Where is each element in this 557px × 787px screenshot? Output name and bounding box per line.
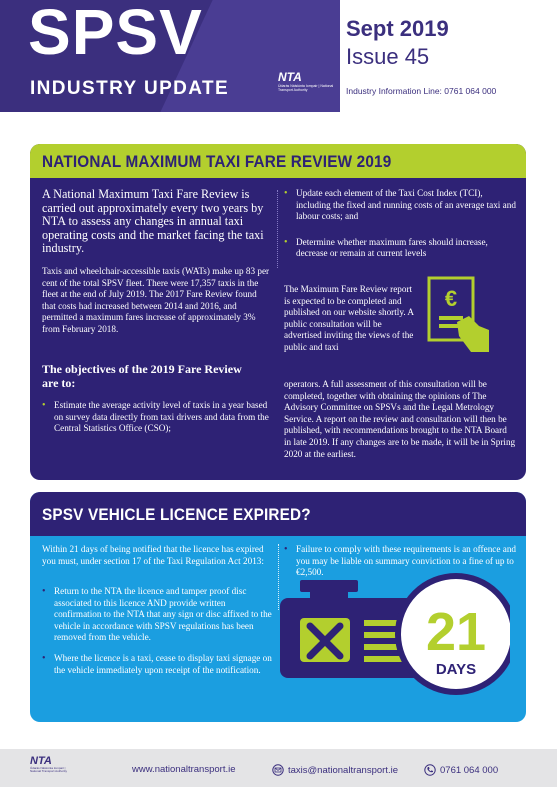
fare-review-title: NATIONAL MAXIMUM TAXI FARE REVIEW 2019 bbox=[42, 152, 392, 171]
licence-step: • Return to the NTA the licence and tamper proof disc associated to this licence AND provide written confirmation to the NTA that any sign or disc affixed to the vehicle in accordance with SPSV regulations has been removed from the vehicle. bbox=[42, 586, 274, 644]
footer-website-link[interactable] bbox=[132, 764, 236, 775]
newsletter-logo-subtitle: INDUSTRY UPDATE bbox=[30, 78, 230, 99]
fare-review-banner bbox=[30, 144, 526, 178]
footer-phone[interactable] bbox=[424, 764, 498, 776]
licence-step: • Where the licence is a taxi, cease to display taxi signage on the vehicle immediately upon receipt of the notification. bbox=[42, 653, 274, 676]
footer-email-link[interactable] bbox=[272, 764, 398, 776]
issue-date: Sept 2019 bbox=[346, 16, 449, 41]
days-label: DAYS bbox=[435, 661, 477, 678]
phone-text[interactable]: 0761 064 000 bbox=[440, 764, 499, 776]
licence-expired-banner bbox=[30, 492, 526, 536]
euro-document-icon bbox=[423, 276, 497, 354]
licence-steps bbox=[42, 586, 274, 685]
email-text[interactable]: taxis@nationaltransport.ie bbox=[288, 764, 398, 776]
objective-item: • Estimate the average activity level of taxis in a year based on survey data directly from taxi drivers and data from the Central Statistics Office (CSO); bbox=[42, 400, 270, 435]
licence-intro: Within 21 days of being notified that the licence has expired you must, under section 17 of the Taxi Regulation Act 2013: bbox=[42, 544, 264, 566]
objectives-heading: The objectives of the 2019 Fare Review are to: bbox=[42, 362, 242, 390]
objectives-list-b bbox=[284, 188, 516, 269]
email-icon bbox=[272, 764, 284, 776]
newsletter-logo-title: SPSV bbox=[28, 0, 203, 68]
licence-expired-title: SPSV VEHICLE LICENCE EXPIRED? bbox=[42, 505, 311, 524]
fare-review-paragraph: Taxis and wheelchair-accessible taxis (WATs) make up 83 per cent of the total SPSV fleet. There were 17,357 taxis in the fleet at the end of July 2019. The 2017 Fare Review found that costs had increased between 2014 and 2016, and permitted a maximum fares increase of approximately 3% from February 2018. bbox=[42, 266, 270, 334]
fare-review-lead: A National Maximum Taxi Fare Review is carried out approximately every two years by NTA to assess any changes in annual taxi operating costs and the market facing the taxi industry. bbox=[42, 187, 264, 256]
nta-logo-subtext: Údarás Náisiúnta Iompair | National Transport Authority bbox=[278, 84, 334, 93]
footer bbox=[0, 749, 557, 787]
days-number: 21 bbox=[425, 602, 487, 662]
svg-text:€: € bbox=[444, 286, 458, 311]
footer-nta-logo-text: NTA bbox=[30, 755, 52, 767]
footer-nta-logo bbox=[30, 755, 76, 774]
objective-item: • Update each element of the Taxi Cost Index (TCI), including the fixed and running costs of an average taxi and labour costs; and bbox=[284, 188, 516, 223]
info-line: Industry Information Line: 0761 064 000 bbox=[346, 86, 497, 96]
nta-logo bbox=[278, 70, 334, 92]
fare-review-panel bbox=[30, 144, 526, 480]
objective-item: • Determine whether maximum fares should increase, decrease or remain at current levels bbox=[284, 237, 516, 260]
report-text-bottom: operators. A full assessment of this consultation will be completed, together with obtaining the opinions of The Advisory Committee on SPSVs and the Legal Metrology Service. A report on the review and consultation will then be published, with recommendations brought to the NTA Board in late 2019. If any changes are to be made, it will be in Spring 2020 at the earliest. bbox=[284, 379, 516, 459]
column-divider bbox=[277, 190, 278, 268]
objectives-list-a bbox=[42, 400, 270, 444]
issue-number: Issue 45 bbox=[346, 44, 430, 69]
phone-icon bbox=[424, 764, 436, 776]
report-text-top: The Maximum Fare Review report is expected to be completed and published on our website shortly. A public consultation will be advertised inviting the views of the public and taxi bbox=[284, 284, 414, 352]
masthead-band bbox=[0, 0, 340, 112]
footer-nta-logo-subtext: Údarás Náisiúnta Iompair | National Transport Authority bbox=[30, 766, 68, 774]
expired-disc-icon bbox=[270, 570, 510, 698]
nta-logo-text: NTA bbox=[278, 70, 302, 84]
licence-warning: • Failure to comply with these requirements is an offence and you may be liable on summary conviction to a fine of up to €2,500. bbox=[284, 544, 518, 579]
website-text[interactable]: www.nationaltransport.ie bbox=[132, 764, 236, 775]
